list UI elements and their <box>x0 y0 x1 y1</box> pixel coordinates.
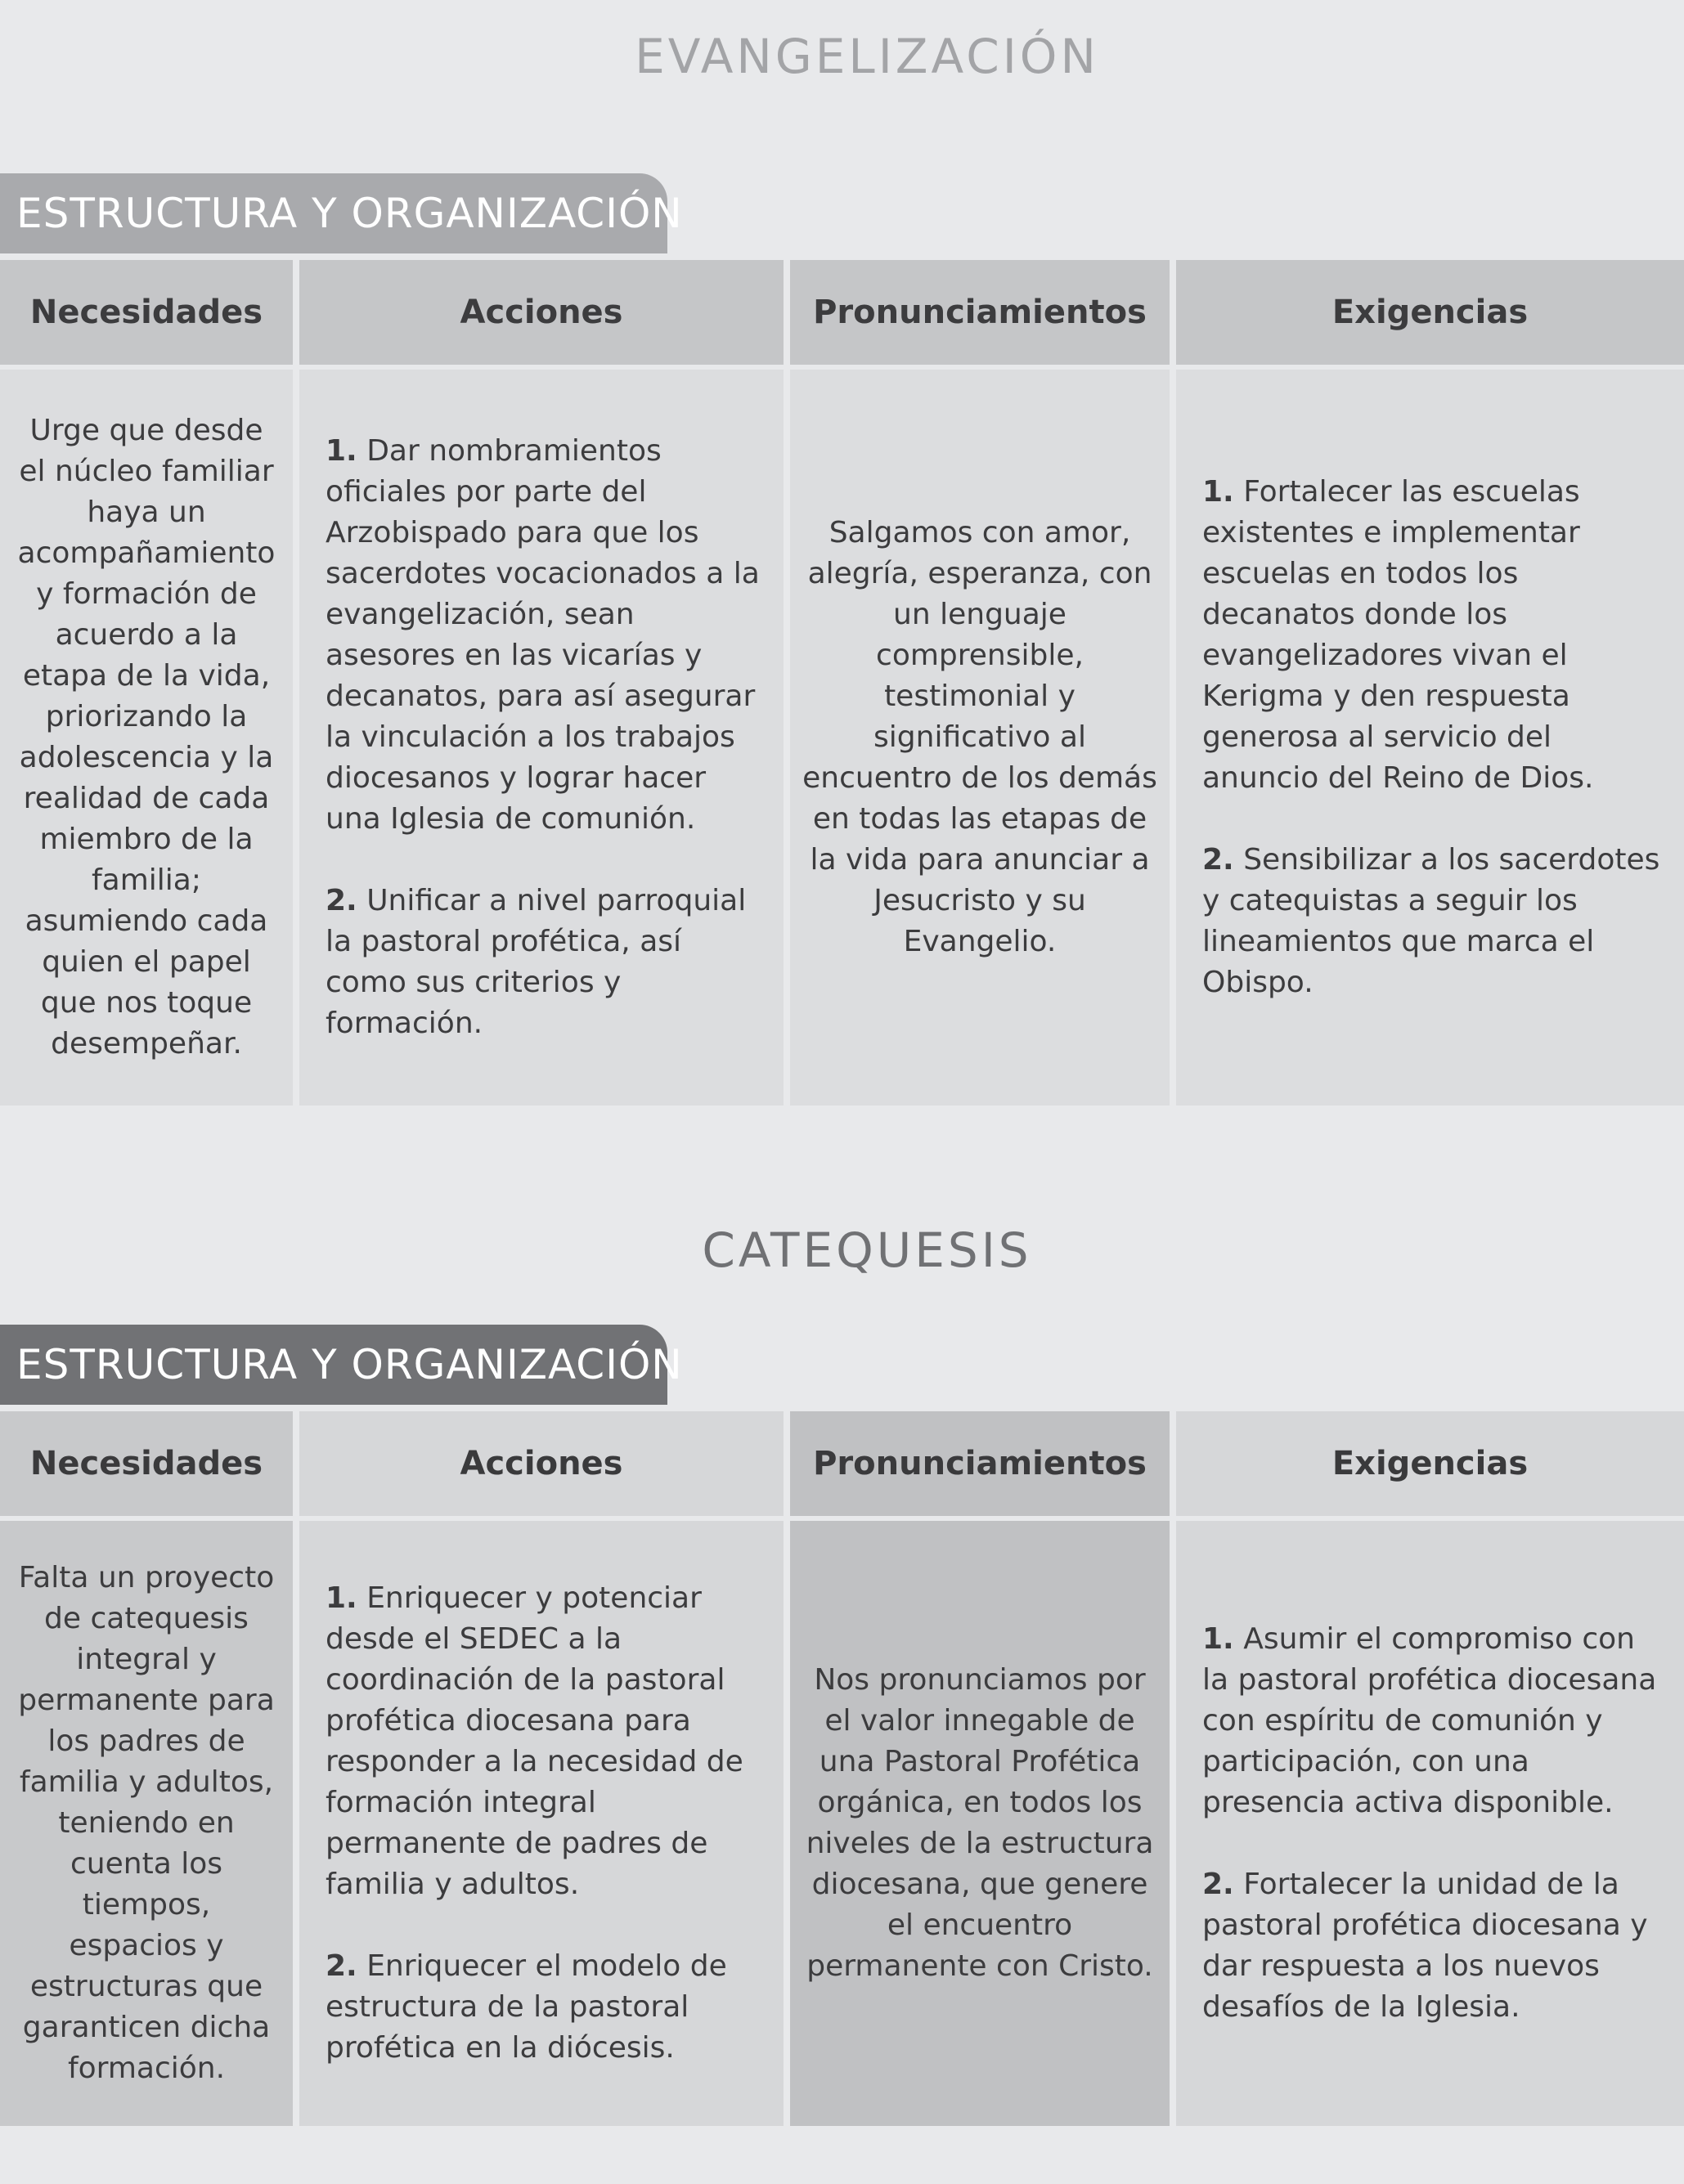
cell-exigencias <box>1176 1521 1684 2126</box>
section-title-evangelizacion: EVANGELIZACIÓN <box>635 29 1099 84</box>
header-pronunciamientos: Pronunciamientos <box>790 260 1170 365</box>
necesidades-text: Falta un proyecto de catequesis integral y permanente para los padres de familia y adultos, teniendo en cuenta los tiempos, espacios y estructuras que garanticen dicha formación. <box>18 1561 275 2085</box>
pronunciamientos-text: Salgamos con amor, alegría, esperanza, con un lenguaje comprensible, testimonial y significativo al encuentro de los demás en todas las etapas de la vida para anunciar a Jesucristo y su Evangelio. <box>802 516 1157 958</box>
item-text: Fortalecer las escuelas existentes e implementar escuelas en todos los decanatos donde los evangelizadores vivan el Kerigma y den respuesta generosa al servicio del anuncio del Reino de Dios. <box>1202 475 1594 795</box>
item-text: Fortalecer la unidad de la pastoral profética diocesana y dar respuesta a los nuevos desafíos de la Iglesia. <box>1202 1868 1648 2024</box>
acciones-item <box>326 431 761 840</box>
acciones-item <box>326 881 761 1044</box>
necesidades-text: Urge que desde el núcleo familiar haya un acompañamiento y formación de acuerdo a la etapa de la vida, priorizando la adolescencia y la realidad de cada miembro de la familia; asumiendo cada quien el papel que nos toque desempeñar. <box>17 414 276 1061</box>
item-number: 1. <box>1202 475 1234 509</box>
item-number: 2. <box>1202 1868 1234 1901</box>
acciones-item <box>326 1578 761 1905</box>
header-exigencias: Exigencias <box>1176 1411 1684 1516</box>
section-tab-estructura: ESTRUCTURA Y ORGANIZACIÓN <box>0 1325 667 1405</box>
exigencias-item <box>1202 1864 1661 2028</box>
item-number: 1. <box>326 1581 357 1615</box>
acciones-item <box>326 1946 761 2069</box>
section-tab-estructura: ESTRUCTURA Y ORGANIZACIÓN <box>0 173 667 253</box>
catequesis-table <box>0 1411 1684 2126</box>
cell-acciones <box>299 370 784 1105</box>
pronunciamientos-text: Nos pronunciamos por el valor innegable de una Pastoral Profética orgánica, en todos los niveles de la estructura diocesana, que genere el encuentro permanente con Cristo. <box>806 1663 1154 1983</box>
cell-necesidades <box>0 370 293 1105</box>
item-text: Sensibilizar a los sacerdotes y catequistas a seguir los lineamientos que marca el Obispo. <box>1202 843 1660 999</box>
exigencias-item <box>1202 1619 1661 1823</box>
header-necesidades: Necesidades <box>0 1411 293 1516</box>
cell-pronunciamientos <box>790 1521 1170 2126</box>
exigencias-item <box>1202 840 1661 1003</box>
header-exigencias: Exigencias <box>1176 260 1684 365</box>
item-text: Enriquecer y potenciar desde el SEDEC a la coordinación de la pastoral profética diocesana para responder a la necesidad de formación integral permanente de padres de familia y adultos. <box>326 1581 743 1901</box>
exigencias-item <box>1202 472 1661 799</box>
header-necesidades: Necesidades <box>0 260 293 365</box>
item-number: 2. <box>326 1949 357 1983</box>
cell-acciones <box>299 1521 784 2126</box>
header-pronunciamientos: Pronunciamientos <box>790 1411 1170 1516</box>
item-text: Asumir el compromiso con la pastoral profética diocesana con espíritu de comunión y participación, con una presencia activa disponible. <box>1202 1622 1657 1819</box>
header-acciones: Acciones <box>299 260 784 365</box>
item-number: 1. <box>326 434 357 468</box>
item-number: 2. <box>326 884 357 917</box>
cell-pronunciamientos <box>790 370 1170 1105</box>
item-text: Unificar a nivel parroquial la pastoral profética, así como sus criterios y formación. <box>326 884 747 1040</box>
cell-necesidades <box>0 1521 293 2126</box>
item-text: Dar nombramientos oficiales por parte del Arzobispado para que los sacerdotes vocacionados a la evangelización, sean asesores en las vicarías y decanatos, para así asegurar la vinculación a los trabajos diocesanos y lograr hacer una Iglesia de comunión. <box>326 434 760 836</box>
evangelizacion-table <box>0 260 1684 1105</box>
item-number: 1. <box>1202 1622 1234 1656</box>
cell-exigencias <box>1176 370 1684 1105</box>
item-number: 2. <box>1202 843 1234 877</box>
section-title-catequesis: CATEQUESIS <box>702 1222 1032 1278</box>
item-text: Enriquecer el modelo de estructura de la pastoral profética en la diócesis. <box>326 1949 727 2065</box>
header-acciones: Acciones <box>299 1411 784 1516</box>
